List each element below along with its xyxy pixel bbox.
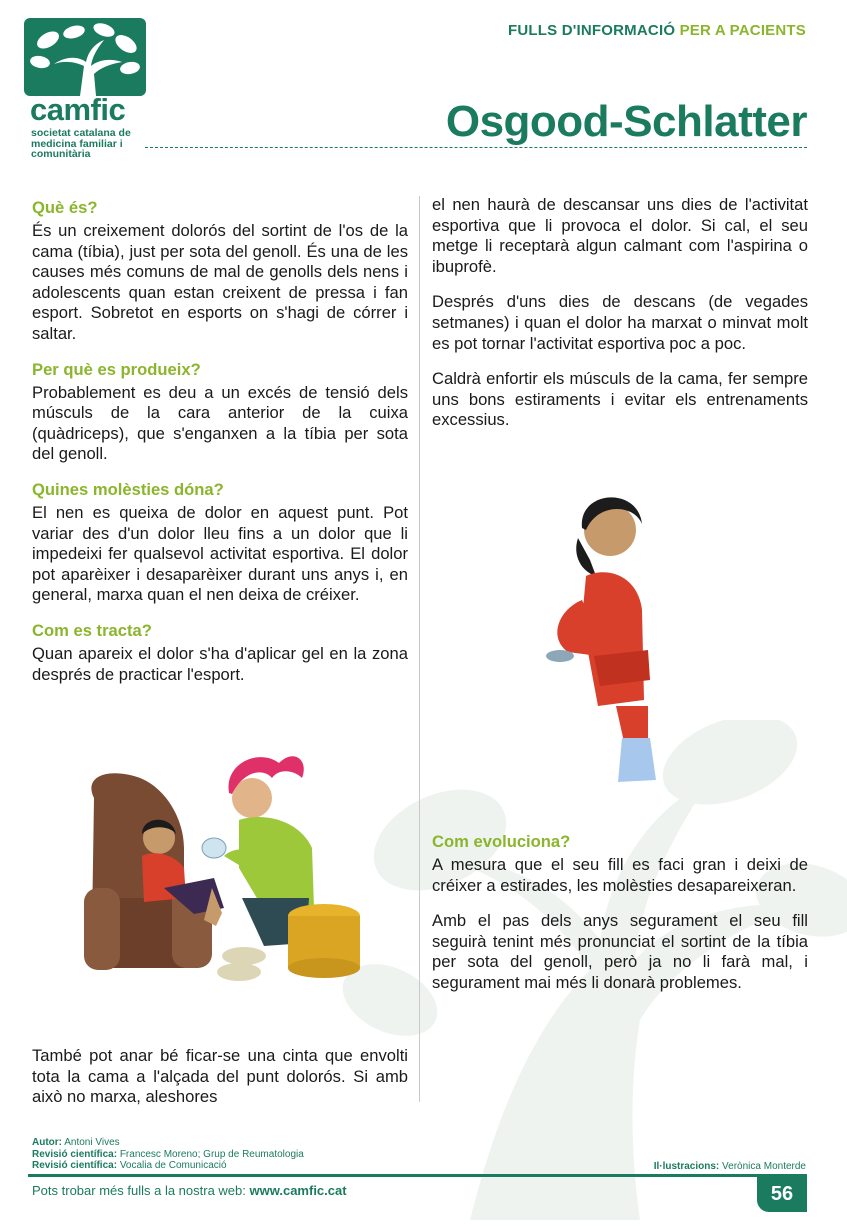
section-text-tracta-2: També pot anar bé ficar-se una cinta que envolti tota la cama a l'alçada del punt dolorós. Si amb això no marxa, aleshores (32, 1046, 408, 1107)
section-text-tracta-3: el nen haurà de descansar uns dies de l'activitat esportiva que li provoca el dolor. Si cal, el seu metge li receptarà algun calmant com l'aspirina o ibuprofè. (432, 195, 808, 276)
website-link[interactable]: www.camfic.cat (249, 1183, 347, 1198)
camfic-logo-icon (24, 18, 146, 96)
section-heading-per-que: Per què es produeix? (32, 359, 201, 379)
credit-line (32, 1149, 304, 1161)
section-text-evoluciona-2: Amb el pas dels anys segurament el seu fill seguirà tenint més pronunciat el sortint de la tíbia per sota del genoll, però ja no li farà mal, i segurament mai més li donarà problemes. (432, 911, 808, 992)
series-label (508, 22, 806, 39)
section-text-evoluciona-1: A mesura que el seu fill es faci gran i deixi de créixer a estirades, les molèsties desapareixeran. (432, 855, 808, 895)
credit-value: Antoni Vives (64, 1137, 120, 1148)
section-text-tracta-4: Després d'uns dies de descans (de vegades setmanes) i quan el dolor ha marxat o minvat molt es pot tornar l'activitat esportiva poc a poc. (432, 292, 808, 353)
series-label-part2: PER A PACIENTS (679, 22, 806, 39)
credit-label: Revisió científica: (32, 1148, 118, 1160)
header-divider (145, 147, 807, 148)
credit-value: Francesc Moreno; Grup de Reumatologia (119, 1148, 304, 1160)
logo-subtitle (31, 128, 146, 160)
credits-block (32, 1137, 304, 1172)
website-text: Pots trobar més fulls a la nostra web: (32, 1183, 246, 1198)
credit-value: Vocalia de Comunicació (119, 1160, 227, 1171)
section-text-que-es: És un creixement dolorós del sortint de l'os de la cama (tíbia), just per sota del genoll. És una de les causes més comuns de mal de genolls dels nens i adolescents quan estan creixent de pressa i fan esport. Sobretot en esports on s'hagi de córrer i saltar. (32, 221, 408, 343)
column-divider (419, 196, 420, 1102)
section-text-tracta-5: Caldrà enfortir els músculs de la cama, fer sempre uns bons estiraments i evitar els entrenaments excessius. (432, 369, 808, 430)
footer-divider (28, 1174, 807, 1177)
logo-subtitle-line: societat catalana de (31, 127, 131, 139)
illustrations-credit (654, 1161, 806, 1172)
left-column-bottom (32, 1046, 408, 1123)
section-heading-evoluciona: Com evoluciona? (432, 832, 571, 851)
right-column-bottom (432, 832, 808, 1009)
child-stretching-illustration (538, 480, 668, 786)
series-label-part1: FULLS D'INFORMACIÓ (508, 22, 676, 39)
section-text-per-que: Probablement es deu a un excés de tensió dels músculs de la cara anterior de la cuixa (quàdriceps), que s'enganxen a la tíbia per sota del genoll. (32, 382, 408, 464)
section-text-tracta-1: Quan apareix el dolor s'ha d'aplicar gel en la zona després de practicar l'esport. (32, 643, 408, 684)
section-text-molesties: El nen es queixa de dolor en aquest punt. Pot variar des d'un dolor lleu fins a un dolor que li impedeixi fer qualsevol activitat esportiva. El dolor pot aparèixer i desaparèixer durant uns anys i, en general, marxa quan el nen deixa de créixer. (32, 502, 408, 605)
logo-wordmark: camfic (30, 92, 126, 127)
credit-line (32, 1137, 304, 1149)
credit-label: Autor: (32, 1137, 62, 1148)
section-heading-tracta: Com es tracta? (32, 620, 152, 640)
credit-line (32, 1160, 304, 1172)
logo-subtitle-line: comunitària (31, 148, 91, 160)
illus-credit-label: Il·lustracions: (653, 1161, 720, 1172)
mother-child-illustration (74, 738, 364, 988)
page-number: 56 (757, 1176, 807, 1212)
right-column (432, 195, 808, 446)
section-heading-molesties: Quines molèsties dóna? (32, 479, 224, 499)
logo-subtitle-line: medicina familiar i (31, 137, 123, 150)
left-column (32, 198, 408, 700)
website-note (32, 1183, 347, 1198)
illus-credit-value: Verònica Monterde (722, 1161, 806, 1172)
page-title: Osgood-Schlatter (445, 97, 807, 146)
section-heading-que-es: Què és? (32, 198, 98, 217)
credit-label: Revisió científica: (32, 1160, 118, 1171)
